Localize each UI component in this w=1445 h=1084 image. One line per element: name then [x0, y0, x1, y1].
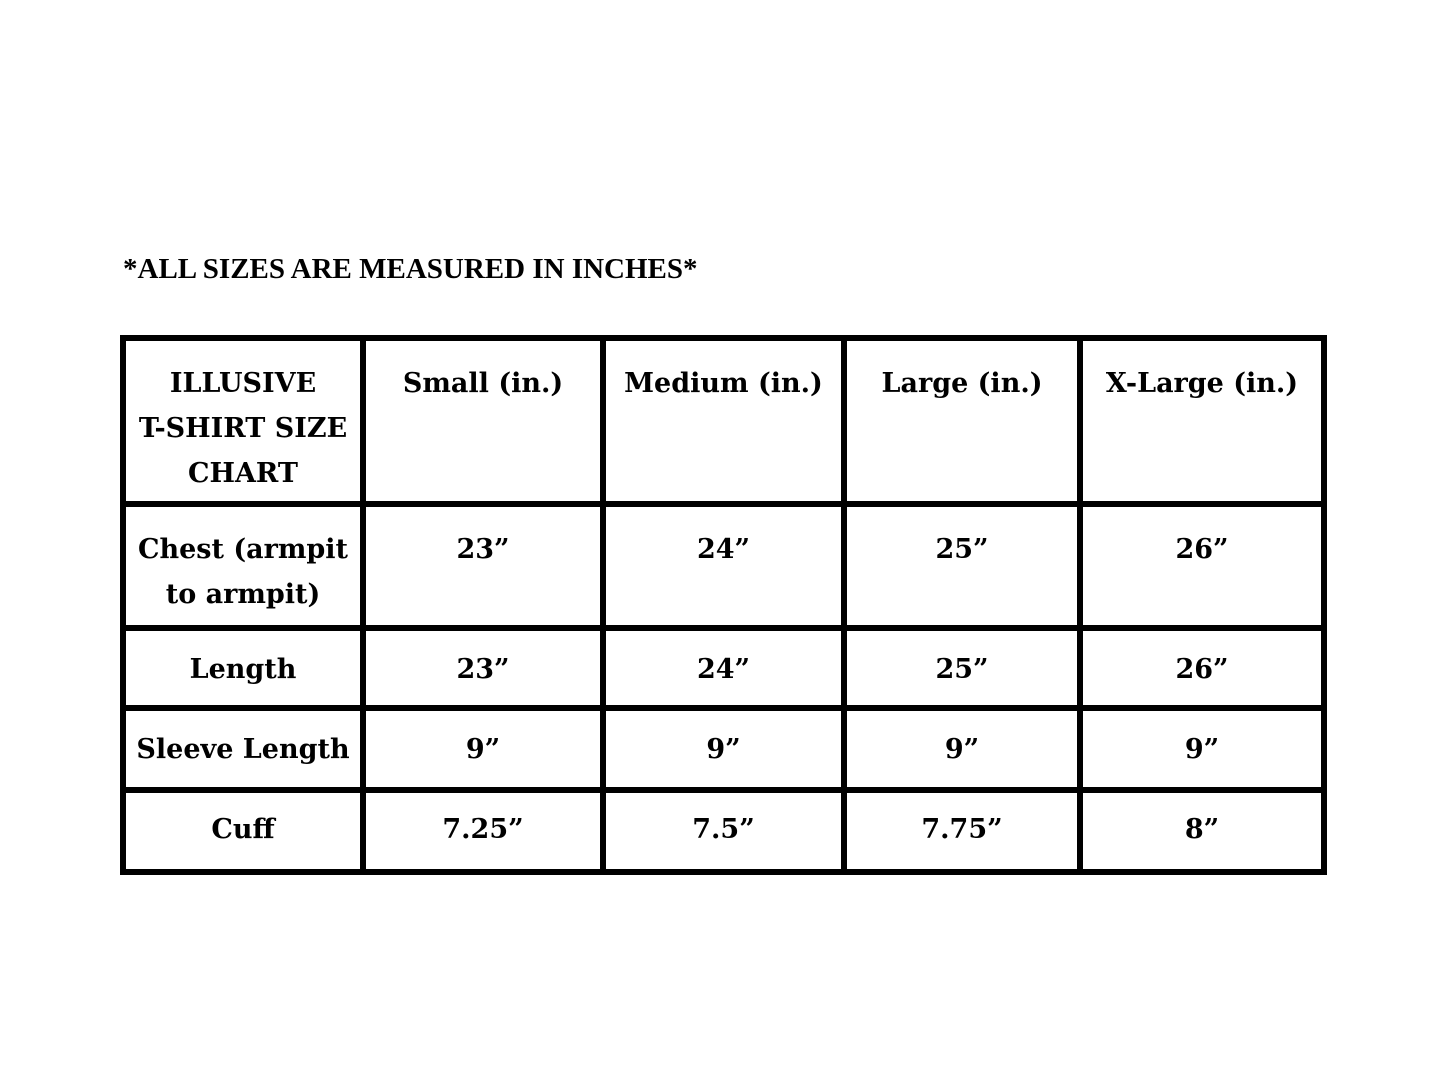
row-label-chest — [123, 504, 363, 628]
table-cell: 24” — [603, 628, 844, 708]
table-cell: 7.5” — [603, 790, 844, 872]
table-header-row — [123, 338, 1324, 504]
table-cell: 25” — [844, 504, 1080, 628]
table-cell: 26” — [1080, 628, 1324, 708]
column-header-small: Small (in.) — [363, 338, 603, 504]
table-cell: 25” — [844, 628, 1080, 708]
table-cell: 9” — [603, 708, 844, 790]
table-cell: 9” — [844, 708, 1080, 790]
table-cell: 23” — [363, 628, 603, 708]
table-row — [123, 504, 1324, 628]
row-label-cuff: Cuff — [123, 790, 363, 872]
row-label-sleeve-length: Sleeve Length — [123, 708, 363, 790]
row-label-line: to armpit) — [165, 579, 321, 610]
column-header-large: Large (in.) — [844, 338, 1080, 504]
chart-title-cell — [123, 338, 363, 504]
table-row — [123, 790, 1324, 872]
row-label-length: Length — [123, 628, 363, 708]
table-cell: 26” — [1080, 504, 1324, 628]
table-cell: 23” — [363, 504, 603, 628]
table-cell: 24” — [603, 504, 844, 628]
chart-title-line: T-SHIRT SIZE — [138, 413, 348, 444]
table-cell: 8” — [1080, 790, 1324, 872]
table-row — [123, 708, 1324, 790]
table-cell: 9” — [363, 708, 603, 790]
table-cell: 7.75” — [844, 790, 1080, 872]
table-cell: 7.25” — [363, 790, 603, 872]
chart-title-line: ILLUSIVE — [169, 368, 317, 399]
row-label-line: Chest (armpit — [137, 534, 349, 565]
measurement-note: *ALL SIZES ARE MEASURED IN INCHES* — [123, 253, 698, 285]
column-header-medium: Medium (in.) — [603, 338, 844, 504]
column-header-xlarge: X-Large (in.) — [1080, 338, 1324, 504]
table-cell: 9” — [1080, 708, 1324, 790]
size-chart-table — [120, 335, 1327, 875]
chart-title-line: CHART — [187, 458, 298, 489]
table-row — [123, 628, 1324, 708]
